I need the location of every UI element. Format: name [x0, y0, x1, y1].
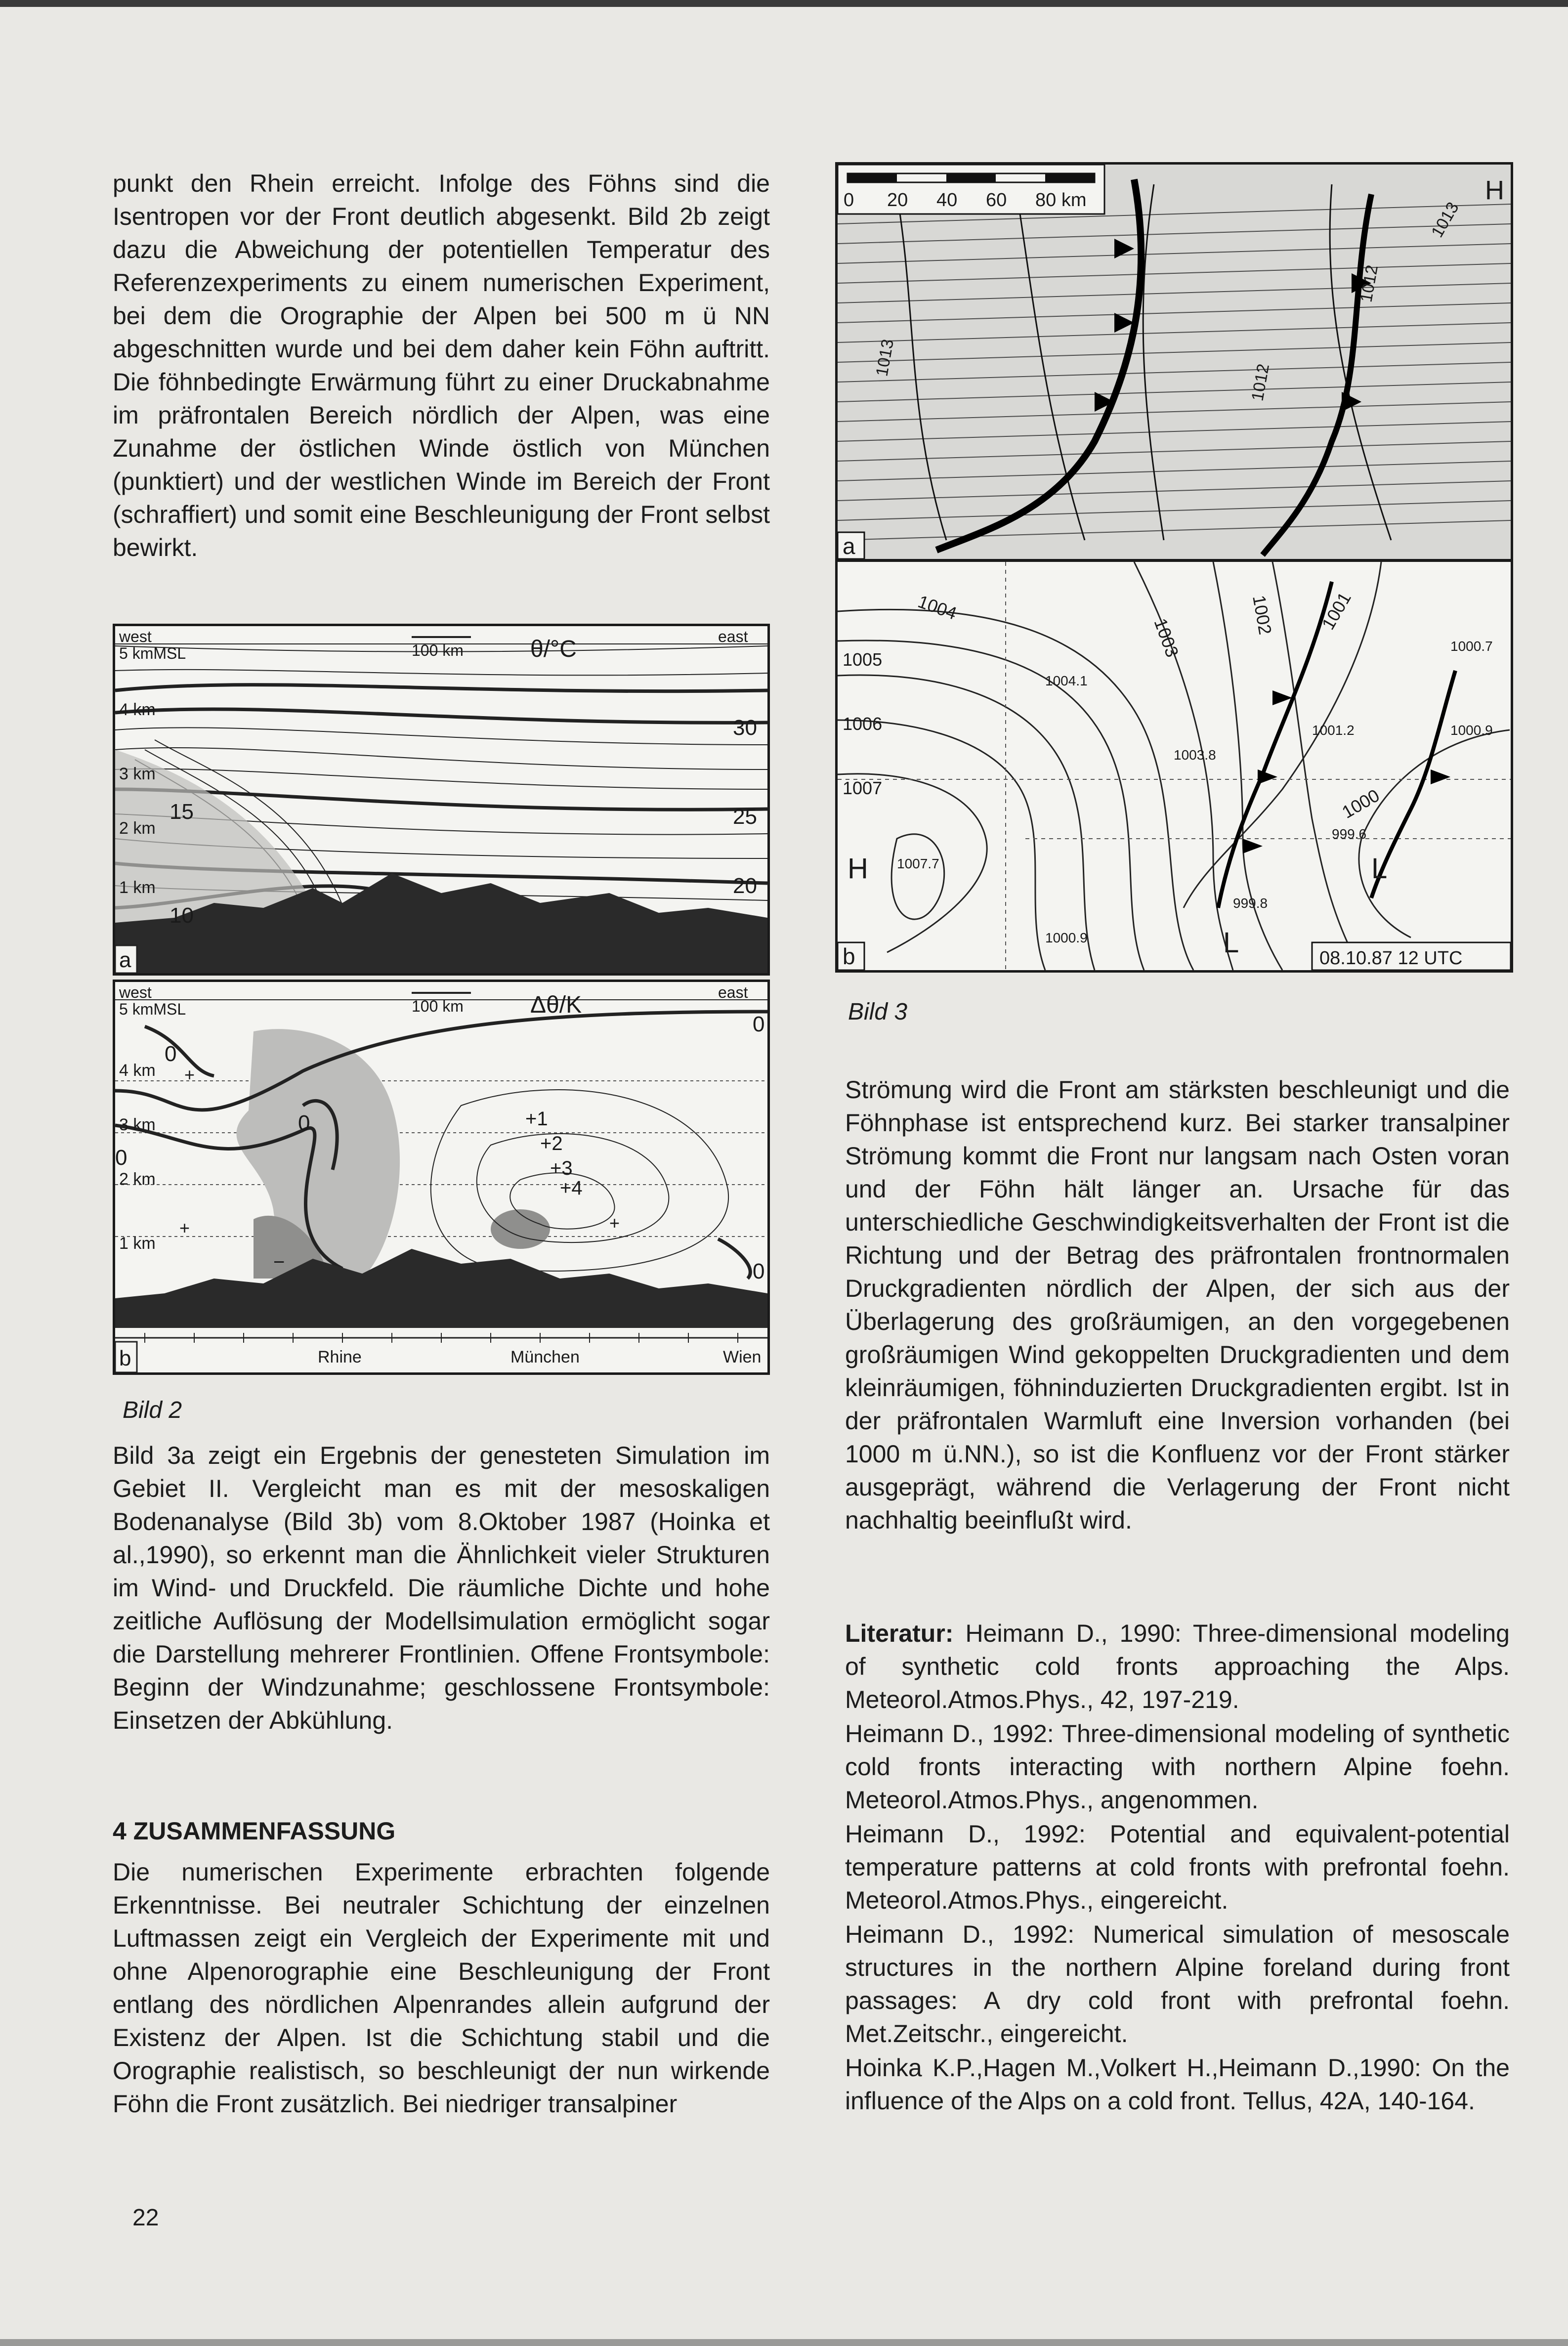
reference-1-text: Heimann D., 1990: Three-dimensional modeling of synthetic cold fronts approaching the Alps. Meteorol.Atmos.Phys., 42, 197-219.: [845, 1620, 1510, 1713]
corner-msl-label: 5 kmMSL: [119, 1000, 186, 1018]
height-label-4km: 4 km: [119, 1061, 156, 1080]
height-label-1km: 1 km: [119, 878, 156, 897]
panel-label-b: b: [843, 943, 855, 969]
plus-sign: +: [179, 1218, 190, 1238]
high-pressure-letter: H: [848, 853, 868, 885]
isobar-label: 1013: [1428, 199, 1463, 241]
isobar-label: 1001: [1317, 589, 1355, 633]
isobar-label: 1004: [915, 591, 960, 624]
station-value: 1003.8: [1174, 747, 1216, 763]
height-label-1km: 1 km: [119, 1234, 156, 1253]
panel-label-a: a: [119, 948, 131, 972]
corner-east-label: east: [718, 983, 748, 1001]
analysis-date: 08.10.87 12 UTC: [1319, 948, 1463, 969]
quantity-label: Δθ/K: [530, 992, 582, 1018]
figure-2b-plot: [115, 982, 767, 1372]
panel-label-b: b: [119, 1346, 131, 1370]
scale-tick: 20: [887, 190, 908, 211]
low-pressure-letter: L: [1371, 853, 1388, 885]
station-value: 1001.2: [1312, 723, 1355, 738]
contour-label-plus1: +1: [525, 1108, 548, 1130]
reference-5: Hoinka K.P.,Hagen M.,Volkert H.,Heimann D.,1990: On the influence of the Alps on a cold front. Tellus, 42A, 140-164.: [845, 2054, 1510, 2115]
references-block: [845, 1617, 1510, 2119]
paragraph-bild3: Bild 3a zeigt ein Ergebnis der genesteten Simulation im Gebiet II. Vergleicht man es mit der mesoskaligen Bodenanalyse (Bild 3b) vom 8.Oktober 1987 (Hoinka et al.,1990), so erkennt man die Ähnlichkeit vieler Strukturen im Wind- und Druckfeld. Die räumliche Dichte und hohe zeitliche Auflösung der Modellsimulation ermöglicht sogar die Darstellung mehrerer Frontlinien. Offene Frontsymbole: Beginn der Windzunahme; geschlossene Frontsymbole: Einsetzen der Abkühlung.: [113, 1442, 770, 1734]
isobar-label: 1012: [1356, 263, 1382, 304]
section-4-heading: 4 ZUSAMMENFASSUNG: [113, 1817, 396, 1845]
high-pressure-letter: H: [1485, 175, 1504, 205]
scale-tick: 40: [936, 190, 958, 211]
station-value: 1007.7: [897, 856, 939, 871]
isotherm-label-10: 10: [170, 903, 194, 928]
corner-east-label: east: [718, 628, 748, 645]
height-label-2km: 2 km: [119, 1170, 156, 1189]
corner-msl-label: 5 kmMSL: [119, 644, 186, 662]
figure-3a-map: [838, 165, 1511, 559]
summary-text-block: [113, 1856, 770, 2130]
contour-label-zero: 0: [298, 1111, 310, 1135]
place-munich: München: [510, 1348, 580, 1366]
station-value: 1000.7: [1450, 639, 1493, 654]
figure-2a-plot: [115, 626, 767, 973]
reference-2: Heimann D., 1992: Three-dimensional modeling of synthetic cold fronts interacting with northern Alpine foehn. Meteorol.Atmos.Phys., angenommen.: [845, 1720, 1510, 1814]
page-number: 22: [132, 2205, 159, 2231]
isobar-label: 1000: [1338, 785, 1383, 822]
page-bottom-edge: [0, 2339, 1568, 2346]
figure-2a: [113, 624, 770, 976]
isobar-label: 1013: [872, 338, 898, 378]
station-value: 1000.9: [1450, 723, 1493, 738]
station-value: 1000.9: [1045, 930, 1088, 945]
contour-label-plus2: +2: [540, 1133, 563, 1154]
scale-label: 100 km: [412, 997, 464, 1015]
paragraph-intro: punkt den Rhein erreicht. Infolge des Föhns sind die Isentropen vor der Front deutlich abgesenkt. Bild 2b zeigt dazu die Abweichung der potentiellen Temperatur des Referenzexperiments zu einem numerischen Experiment, bei dem die Orographie der Alpen bei 500 m ü NN abgeschnitten wurde und bei dem daher kein Föhn auftritt. Die föhnbedingte Erwärmung führt zu einer Druckabnahme im präfrontalen Bereich nördlich der Alpen, was eine Zunahme der östlichen Winde östlich von München (punktiert) und der westlichen Winde im Bereich der Front (schraffiert) und somit eine Beschleunigung der Front selbst bewirkt.: [113, 170, 770, 561]
isobar-label: 1006: [843, 714, 883, 734]
reference-1: [845, 1617, 1510, 1716]
page-top-edge: [0, 0, 1568, 7]
bild3-text-block: [113, 1439, 770, 1746]
paragraph-right: Strömung wird die Front am stärksten beschleunigt und die Föhnphase ist entsprechend kurz. Bei starker transalpiner Strömung kommt die Front nur langsam nach Osten voran und der Föhn hält länger an. Ursache für das unterschiedliche Geschwindigkeitsverhalten der Front ist die Richtung und der Betrag des präfrontalen frontnormalen Druckgradienten nördlich der Alpen, der sich aus der Überlagerung des großräumigen, an den vorgegebenen großräumigen Wind gekoppelten Druckgradienten und dem kleinräumigen, föhninduzierten Druckgradienten ergibt. Ist in der präfrontalen Warmluft eine Inversion vorhanden (bei 1000 m ü.NN.), so ist die Konfluenz vor der Front stärker ausgeprägt, während die Verlagerung der Front nicht nachhaltig beeinflußt wird.: [845, 1076, 1510, 1534]
isotherm-label-30: 30: [733, 716, 757, 740]
right-text-block: [845, 1073, 1510, 1546]
isotherm-label-15: 15: [170, 800, 194, 824]
hatched-region-east: [491, 1209, 550, 1249]
contour-label-zero: 0: [115, 1146, 127, 1170]
scale-tick: 80 km: [1035, 190, 1087, 211]
place-rhine: Rhine: [318, 1348, 362, 1366]
scale-tick: 0: [844, 190, 854, 211]
height-label-3km: 3 km: [119, 1115, 156, 1134]
contour-label-zero: 0: [753, 1259, 765, 1283]
height-label-2km: 2 km: [119, 819, 156, 838]
station-value: 1004.1: [1045, 673, 1088, 688]
isotherm-label-20: 20: [733, 874, 757, 898]
contour-label-zero: 0: [165, 1042, 177, 1066]
corner-west-label: west: [119, 628, 152, 645]
isobar-label: 1002: [1249, 594, 1276, 637]
reference-3: Heimann D., 1992: Potential and equivalent-potential temperature patterns at cold fronts with prefrontal foehn. Meteorol.Atmos.Phys., eingereicht.: [845, 1820, 1510, 1914]
panel-label-a: a: [843, 533, 855, 559]
quantity-label: θ/°C: [530, 636, 577, 662]
isobar-label: 1005: [843, 649, 883, 670]
figure-2-caption: Bild 2: [123, 1397, 182, 1423]
place-vienna: Wien: [723, 1348, 762, 1366]
scale-tick: 60: [986, 190, 1007, 211]
contour-label-plus3: +3: [550, 1157, 573, 1179]
minus-sign: −: [273, 1251, 285, 1273]
corner-west-label: west: [119, 983, 152, 1001]
contour-label-zero: 0: [753, 1012, 765, 1036]
figure-3b: [835, 559, 1513, 973]
orography: [115, 1249, 767, 1328]
reference-4: Heimann D., 1992: Numerical simulation of mesoscale structures in the northern Alpine foreland during front passages: A dry cold front with prefrontal foehn. Met.Zeitschr., eingereicht.: [845, 1920, 1510, 2047]
references-label: Literatur:: [845, 1620, 954, 1647]
height-label-4km: 4 km: [119, 700, 156, 719]
isotherm-label-25: 25: [733, 805, 757, 829]
plus-sign: +: [184, 1065, 195, 1085]
height-label-3km: 3 km: [119, 765, 156, 783]
station-value: 999.8: [1233, 896, 1268, 911]
figure-3a: [835, 162, 1513, 561]
isobar-label: 1007: [843, 778, 883, 798]
paragraph-summary: Die numerischen Experimente erbrachten folgende Erkenntnisse. Bei neutraler Schichtung der einzelnen Luftmassen zeigt ein Vergleich der Experimente mit und ohne Alpenorographie eine Beschleunigung der Front entlang des nördlichen Alpenrandes allein aufgrund der Existenz der Alpen. Ist die Schichtung stabil und die Orographie realistisch, so beschleunigt der nun wirkende Föhn die Front zusätzlich. Bei niedriger transalpiner: [113, 1858, 770, 2118]
figure-3b-map: [838, 562, 1511, 970]
isobar-label: 1003: [1150, 615, 1183, 660]
isobar-label: 1012: [1248, 362, 1273, 403]
plus-sign: +: [609, 1213, 620, 1233]
figure-2b: [113, 980, 770, 1375]
low-pressure-letter: L: [1223, 927, 1239, 959]
figure-3-caption: Bild 3: [848, 999, 908, 1025]
scale-label: 100 km: [412, 641, 464, 659]
contour-label-plus4: +4: [560, 1177, 583, 1199]
station-value: 999.6: [1332, 826, 1367, 842]
intro-text-block: [113, 167, 770, 573]
